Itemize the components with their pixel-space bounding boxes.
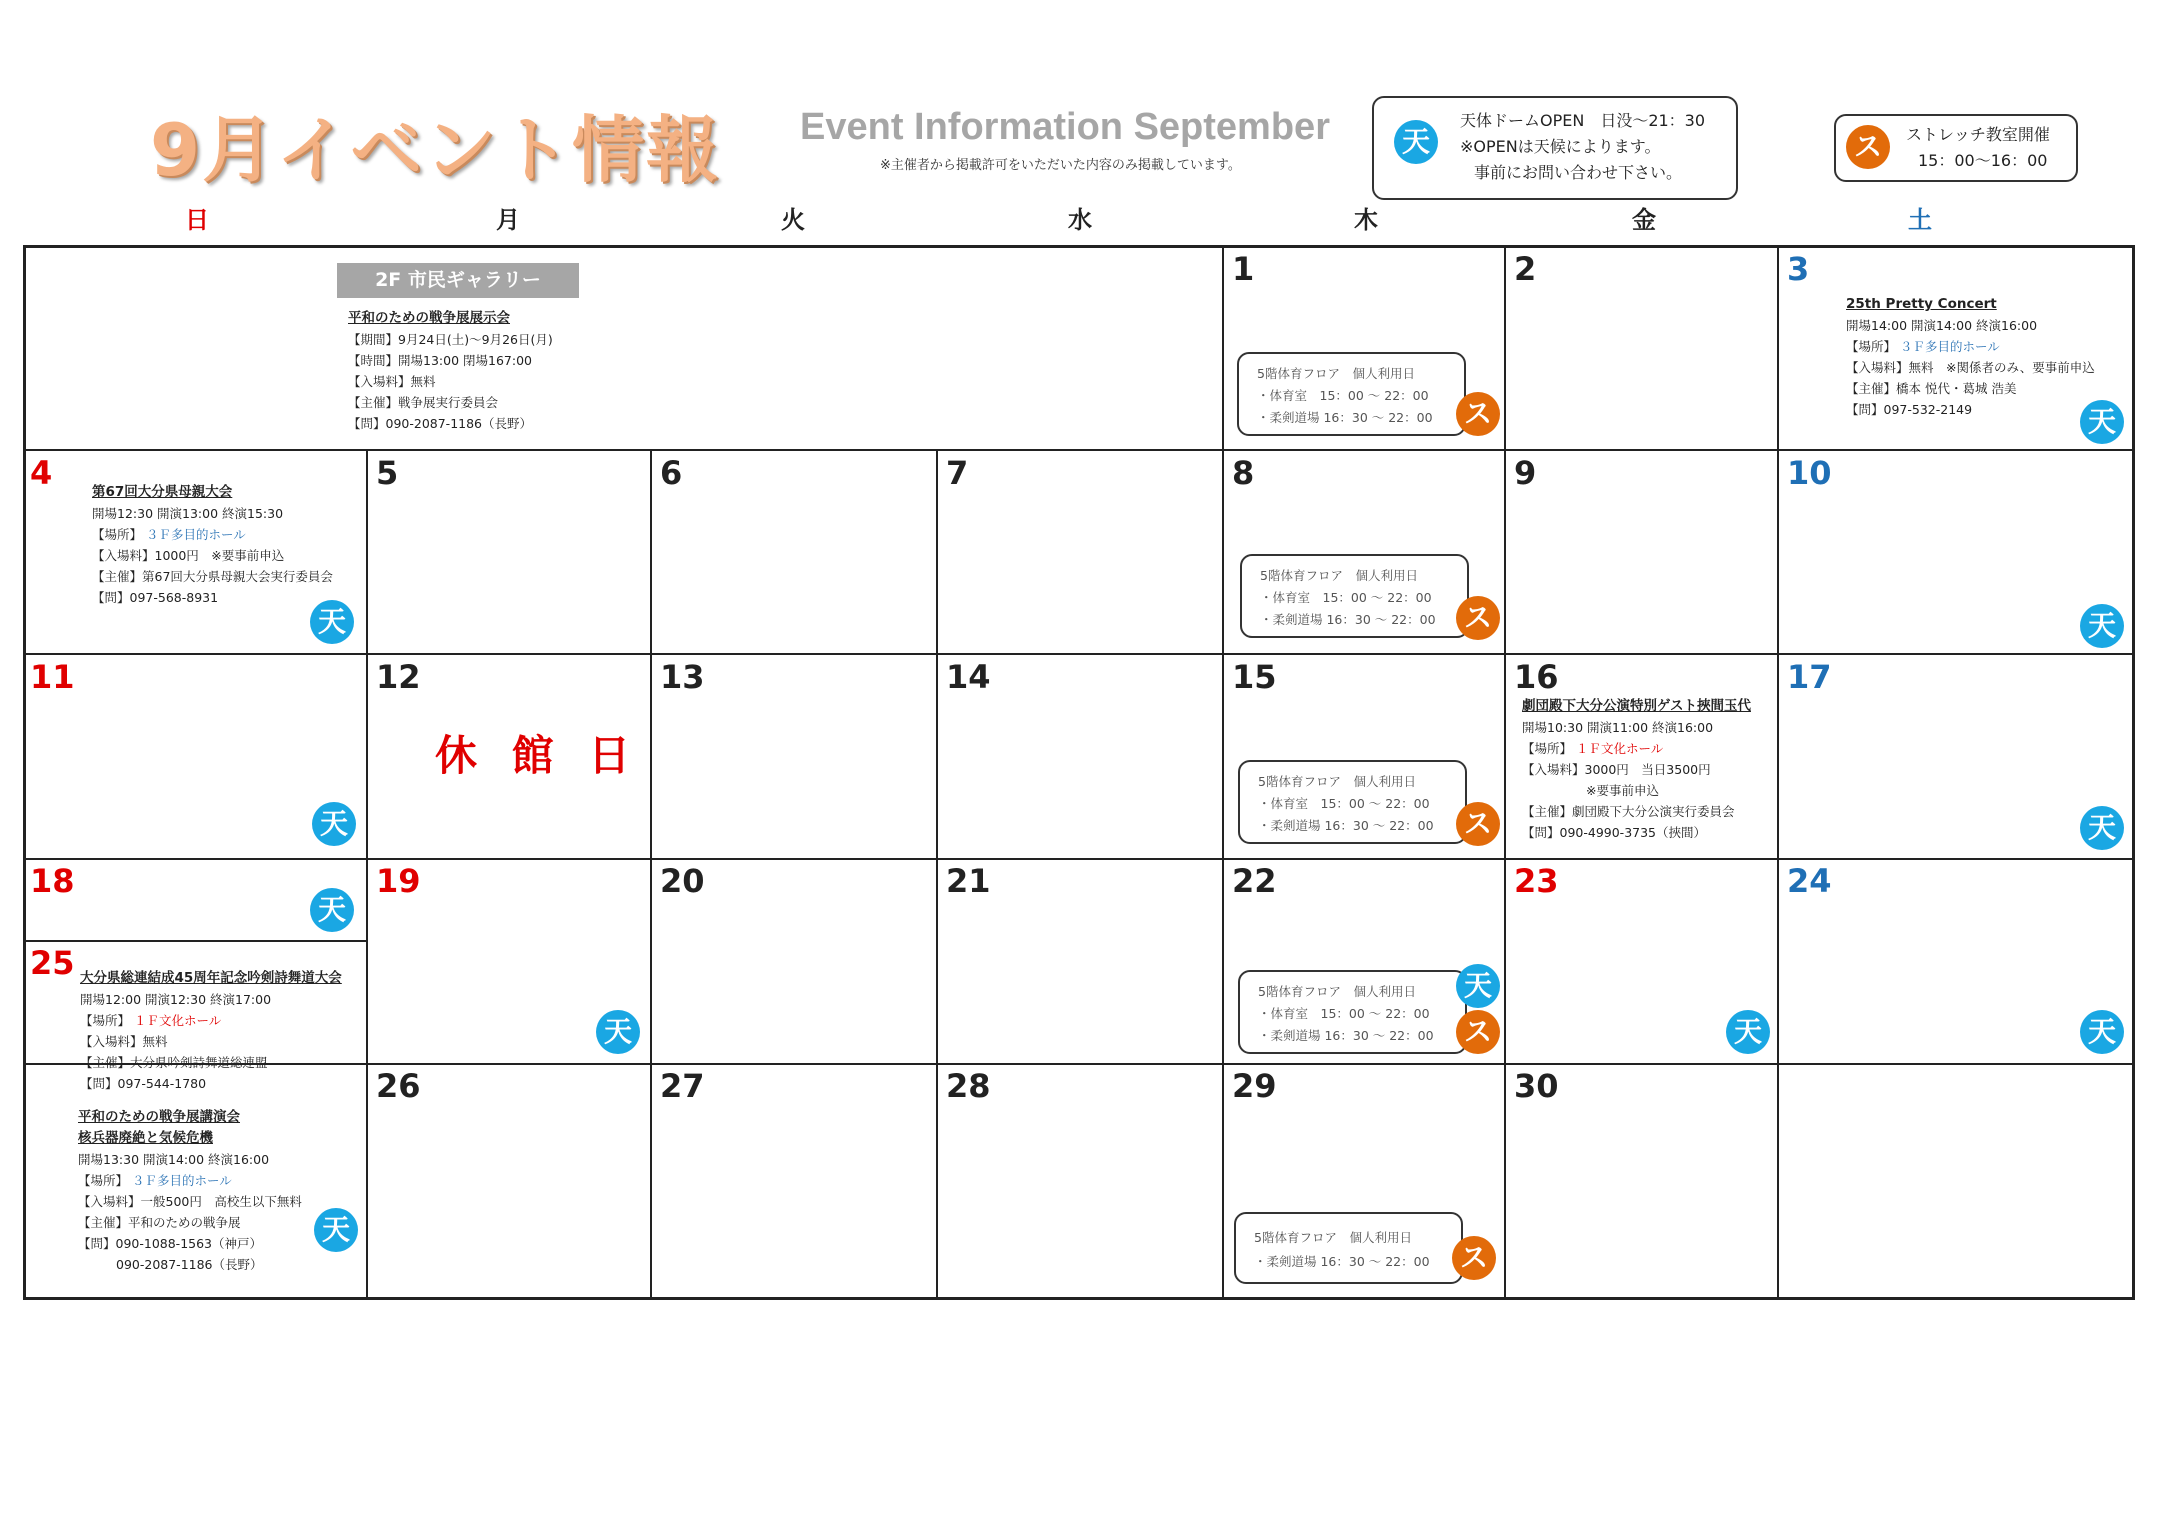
place-label: 【場所】 xyxy=(92,527,143,542)
event-day-25-a xyxy=(80,968,342,1094)
stretch-badge-icon: ス xyxy=(1456,1010,1500,1054)
dome-badge-icon: 天 xyxy=(312,802,356,846)
dome-badge-icon: 天 xyxy=(1726,1010,1770,1054)
day-number: 16 xyxy=(1514,658,1559,696)
event-place xyxy=(1846,336,2095,357)
weekday-sat: 土 xyxy=(1908,206,1932,234)
event-fee: 【入場料】無料 ※関係者のみ、要事前申込 xyxy=(1846,360,2095,375)
event-fee-note: ※要事前申込 xyxy=(1586,783,1659,798)
gym-box-day-8 xyxy=(1240,554,1469,638)
stretch-badge-icon: ス xyxy=(1452,1236,1496,1280)
day-number: 15 xyxy=(1232,658,1277,696)
event-host: 【主催】劇団殿下大分公演実行委員会 xyxy=(1522,804,1735,819)
event-host: 【主催】大分県吟剣詩舞道総連盟 xyxy=(80,1055,268,1070)
event-place xyxy=(78,1170,302,1191)
grid-line xyxy=(23,940,367,942)
event-place xyxy=(80,1010,342,1031)
event-fee: 【入場料】無料 xyxy=(80,1034,168,1049)
day-number: 4 xyxy=(30,454,53,492)
weekday-fri: 金 xyxy=(1632,206,1656,234)
gym-line-2: ・柔剣道場 16：30 〜 22：00 xyxy=(1260,612,1436,627)
weekday-sun: 日 xyxy=(185,206,209,234)
event-fee: 【入場料】一般500円 高校生以下無料 xyxy=(78,1194,302,1209)
event-title: 第67回大分県母親大会 xyxy=(92,484,233,500)
event-host: 【主催】第67回大分県母親大会実行委員会 xyxy=(92,569,333,584)
event-time: 開場12:30 開演13:00 終演15:30 xyxy=(92,506,284,521)
legend-stretch xyxy=(1834,114,2078,182)
event-day-25-b xyxy=(78,1107,302,1275)
event-contact: 【問】090-1088-1563（神戸） xyxy=(78,1236,263,1251)
legend-dome xyxy=(1372,96,1738,200)
grid-line xyxy=(650,449,652,1300)
day-number: 29 xyxy=(1232,1067,1277,1105)
gym-line-1: ・体育室 15：00 〜 22：00 xyxy=(1258,1006,1430,1021)
gallery-label: 2F 市民ギャラリー xyxy=(337,263,579,298)
event-day-3 xyxy=(1846,294,2095,420)
weekday-mon: 月 xyxy=(496,206,520,234)
place-label: 【場所】 xyxy=(80,1013,131,1028)
event-host: 【主催】戦争展実行委員会 xyxy=(348,395,499,410)
grid-line xyxy=(23,653,2135,655)
event-title: 25th Pretty Concert xyxy=(1846,296,1997,312)
day-number: 14 xyxy=(946,658,991,696)
day-number: 26 xyxy=(376,1067,421,1105)
weekday-tue: 火 xyxy=(781,206,805,234)
dome-badge-icon: 天 xyxy=(1394,120,1438,164)
event-time: 開場10:30 開演11:00 終演16:00 xyxy=(1522,720,1714,735)
day-number: 12 xyxy=(376,658,421,696)
gym-title: 5階体育フロア 個人利用日 xyxy=(1258,984,1416,999)
weekday-thu: 木 xyxy=(1354,206,1378,234)
event-period: 【期間】9月24日(土)〜9月26日(月) xyxy=(348,332,553,347)
event-contact: 【問】097-532-2149 xyxy=(1846,402,1973,417)
legend-stretch-line-2: 15：00〜16：00 xyxy=(1918,151,2048,170)
day-number: 3 xyxy=(1787,250,1810,288)
gym-title: 5階体育フロア 個人利用日 xyxy=(1258,774,1416,789)
dome-badge-icon: 天 xyxy=(310,600,354,644)
grid-line xyxy=(366,449,368,1300)
day-number: 17 xyxy=(1787,658,1832,696)
header-note: ※主催者から掲載許可をいただいた内容のみ掲載しています。 xyxy=(880,158,1241,173)
legend-dome-line-1: 天体ドームOPEN 日没〜21：30 xyxy=(1460,111,1706,130)
calendar-grid xyxy=(23,245,2135,1300)
gym-line-2: ・柔剣道場 16：30 〜 22：00 xyxy=(1258,1028,1434,1043)
event-contact: 【問】097-544-1780 xyxy=(80,1076,207,1091)
day-number: 10 xyxy=(1787,454,1832,492)
event-place xyxy=(1522,738,1751,759)
gym-box-day-22 xyxy=(1238,970,1467,1054)
legend-stretch-line-1: ストレッチ教室開催 xyxy=(1906,125,2050,144)
grid-line xyxy=(1777,245,1779,1300)
place-label: 【場所】 xyxy=(78,1173,129,1188)
dome-badge-icon: 天 xyxy=(2080,604,2124,648)
day-number: 30 xyxy=(1514,1067,1559,1105)
gym-line-1: ・体育室 15：00 〜 22：00 xyxy=(1260,590,1432,605)
stretch-badge-icon: ス xyxy=(1846,125,1890,169)
event-fee: 【入場料】3000円 当日3500円 xyxy=(1522,762,1711,777)
gym-line-2: ・柔剣道場 16：30 〜 22：00 xyxy=(1258,818,1434,833)
day-number: 24 xyxy=(1787,862,1832,900)
legend-dome-line-2: ※OPENは天候によります。 xyxy=(1460,137,1661,156)
gym-title: 5階体育フロア 個人利用日 xyxy=(1257,366,1415,381)
page-title: 9月イベント情報 xyxy=(150,108,721,192)
gym-line-2: ・柔剣道場 16：30 〜 22：00 xyxy=(1257,410,1433,425)
event-time: 【時間】開場13:00 閉場167:00 xyxy=(348,353,532,368)
gym-box-day-1 xyxy=(1237,352,1466,436)
event-time: 開場13:30 開演14:00 終演16:00 xyxy=(78,1152,270,1167)
dome-badge-icon: 天 xyxy=(1456,964,1500,1008)
dome-badge-icon: 天 xyxy=(2080,1010,2124,1054)
day-number: 23 xyxy=(1514,862,1559,900)
closed-day-label: 休 館 日 xyxy=(435,731,641,780)
grid-line xyxy=(1504,245,1506,1300)
place-label: 【場所】 xyxy=(1522,741,1573,756)
event-title: 平和のための戦争展講演会 xyxy=(78,1109,240,1125)
event-title: 大分県総連結成45周年記念吟剣詩舞道大会 xyxy=(80,970,342,986)
weekday-wed: 水 xyxy=(1068,206,1092,234)
stretch-badge-icon: ス xyxy=(1456,596,1500,640)
grid-line xyxy=(23,858,2135,860)
place-name: １Ｆ文化ホール xyxy=(134,1013,222,1028)
place-name: ３Ｆ多目的ホール xyxy=(132,1173,232,1188)
gym-line-1: ・体育室 15：00 〜 22：00 xyxy=(1258,796,1430,811)
event-contact: 【問】097-568-8931 xyxy=(92,590,219,605)
day-number: 6 xyxy=(660,454,683,492)
place-name: ３Ｆ多目的ホール xyxy=(146,527,246,542)
event-day-16 xyxy=(1522,696,1751,843)
place-label: 【場所】 xyxy=(1846,339,1897,354)
dome-badge-icon: 天 xyxy=(310,888,354,932)
stretch-badge-icon: ス xyxy=(1456,802,1500,846)
dome-badge-icon: 天 xyxy=(2080,806,2124,850)
event-fee: 【入場料】無料 xyxy=(348,374,436,389)
event-place xyxy=(92,524,333,545)
legend-dome-line-3: 事前にお問い合わせ下さい。 xyxy=(1474,163,1683,182)
grid-line xyxy=(23,449,2135,451)
day-number: 13 xyxy=(660,658,705,696)
event-host: 【主催】橋本 悦代・葛城 浩美 xyxy=(1846,381,2017,396)
day-number: 11 xyxy=(30,658,75,696)
gym-line-1: ・体育室 15：00 〜 22：00 xyxy=(1257,388,1429,403)
day-number: 7 xyxy=(946,454,969,492)
grid-line xyxy=(936,449,938,1300)
place-name: ３Ｆ多目的ホール xyxy=(1900,339,2000,354)
event-title: 劇団殿下大分公演特別ゲスト挾間玉代 xyxy=(1522,698,1751,714)
day-number: 20 xyxy=(660,862,705,900)
stretch-badge-icon: ス xyxy=(1456,392,1500,436)
event-host: 【主催】平和のための戦争展 xyxy=(78,1215,241,1230)
event-contact: 090-2087-1186（長野） xyxy=(116,1257,263,1272)
page-subtitle: Event Information September xyxy=(800,106,1330,148)
event-fee: 【入場料】1000円 ※要事前申込 xyxy=(92,548,285,563)
day-number: 2 xyxy=(1514,250,1537,288)
day-number: 21 xyxy=(946,862,991,900)
event-day-4 xyxy=(92,482,333,608)
day-number: 19 xyxy=(376,862,421,900)
gym-box-day-15 xyxy=(1238,760,1467,844)
event-time: 開場14:00 開演14:00 終演16:00 xyxy=(1846,318,2038,333)
event-gallery xyxy=(348,308,553,434)
day-number: 9 xyxy=(1514,454,1537,492)
grid-line xyxy=(1222,245,1224,1300)
day-number: 18 xyxy=(30,862,75,900)
gym-title: 5階体育フロア 個人利用日 xyxy=(1254,1230,1412,1245)
event-contact: 【問】090-4990-3735（挾間） xyxy=(1522,825,1707,840)
day-number: 25 xyxy=(30,944,75,982)
dome-badge-icon: 天 xyxy=(2080,400,2124,444)
day-number: 1 xyxy=(1232,250,1255,288)
day-number: 28 xyxy=(946,1067,991,1105)
day-number: 22 xyxy=(1232,862,1277,900)
gym-line-2: ・柔剣道場 16：30 〜 22：00 xyxy=(1254,1254,1430,1269)
day-number: 27 xyxy=(660,1067,705,1105)
event-time: 開場12:00 開演12:30 終演17:00 xyxy=(80,992,272,1007)
event-title: 平和のための戦争展展示会 xyxy=(348,310,510,326)
dome-badge-icon: 天 xyxy=(314,1208,358,1252)
gym-title: 5階体育フロア 個人利用日 xyxy=(1260,568,1418,583)
day-number: 5 xyxy=(376,454,399,492)
event-contact: 【問】090-2087-1186（長野） xyxy=(348,416,533,431)
gym-box-day-29 xyxy=(1234,1212,1463,1284)
day-number: 8 xyxy=(1232,454,1255,492)
event-subtitle: 核兵器廃絶と気候危機 xyxy=(78,1130,213,1146)
dome-badge-icon: 天 xyxy=(596,1010,640,1054)
place-name: １Ｆ文化ホール xyxy=(1576,741,1664,756)
